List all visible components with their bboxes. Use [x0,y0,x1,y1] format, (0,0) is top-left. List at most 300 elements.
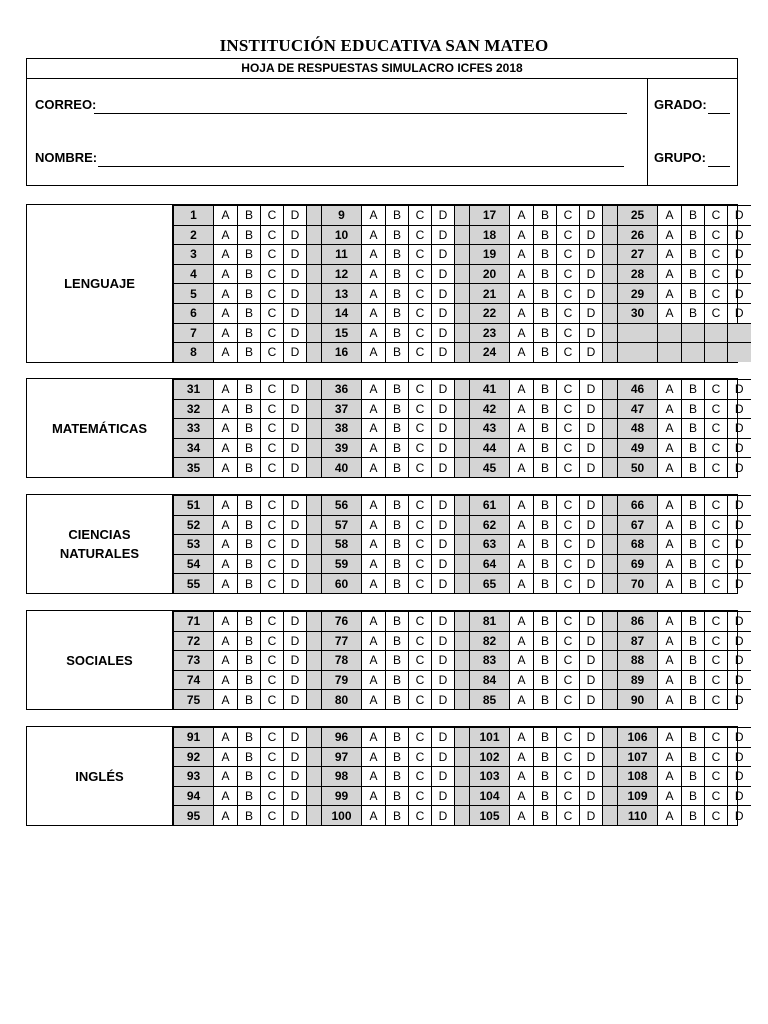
answer-option-d[interactable]: D [432,206,455,226]
answer-option-b[interactable]: B [682,419,705,439]
answer-option-b[interactable]: B [238,496,261,516]
answer-option-c[interactable]: C [261,554,284,574]
answer-option-b[interactable]: B [238,728,261,748]
answer-option-a[interactable]: A [362,284,386,304]
answer-option-c[interactable]: C [705,380,728,400]
answer-option-d[interactable]: D [728,206,751,226]
answer-option-a[interactable]: A [362,690,386,709]
answer-option-a[interactable]: A [362,323,386,343]
answer-option-c[interactable]: C [705,651,728,671]
answer-option-d[interactable]: D [728,245,751,265]
answer-option-a[interactable]: A [214,264,238,284]
answer-option-d[interactable]: D [284,343,307,362]
answer-option-c[interactable]: C [705,399,728,419]
answer-option-b[interactable]: B [238,574,261,593]
answer-option-d[interactable]: D [432,303,455,323]
answer-option-d[interactable]: D [728,264,751,284]
answer-option-d[interactable]: D [728,303,751,323]
answer-option-a[interactable]: A [658,535,682,555]
answer-option-d[interactable]: D [728,670,751,690]
answer-option-c[interactable]: C [705,438,728,458]
answer-option-c[interactable]: C [409,786,432,806]
answer-option-b[interactable]: B [386,303,409,323]
answer-option-d[interactable]: D [432,574,455,593]
answer-option-d[interactable]: D [432,535,455,555]
answer-option-a[interactable]: A [362,786,386,806]
answer-option-a[interactable]: A [362,206,386,226]
answer-option-b[interactable]: B [682,264,705,284]
answer-option-a[interactable]: A [658,284,682,304]
answer-option-b[interactable]: B [238,380,261,400]
answer-option-d[interactable]: D [728,767,751,787]
answer-option-a[interactable]: A [214,496,238,516]
answer-option-b[interactable]: B [682,767,705,787]
answer-option-c[interactable]: C [409,380,432,400]
answer-option-b[interactable]: B [238,438,261,458]
answer-option-b[interactable]: B [682,515,705,535]
answer-option-c[interactable]: C [705,631,728,651]
answer-option-b[interactable]: B [534,380,557,400]
answer-option-a[interactable]: A [658,458,682,477]
answer-option-c[interactable]: C [705,690,728,709]
answer-option-a[interactable]: A [214,323,238,343]
answer-option-b[interactable]: B [534,323,557,343]
answer-option-a[interactable]: A [510,206,534,226]
answer-option-b[interactable]: B [238,670,261,690]
answer-option-d[interactable]: D [580,323,603,343]
answer-option-c[interactable]: C [409,612,432,632]
answer-option-b[interactable]: B [238,303,261,323]
answer-option-c[interactable]: C [557,767,580,787]
answer-option-a[interactable]: A [510,458,534,477]
answer-option-c[interactable]: C [557,690,580,709]
answer-option-c[interactable]: C [705,670,728,690]
answer-option-b[interactable]: B [238,284,261,304]
answer-option-c[interactable]: C [261,419,284,439]
answer-option-a[interactable]: A [214,515,238,535]
answer-option-a[interactable]: A [510,651,534,671]
answer-option-b[interactable]: B [682,284,705,304]
answer-option-d[interactable]: D [728,574,751,593]
answer-option-c[interactable]: C [261,458,284,477]
answer-option-a[interactable]: A [214,728,238,748]
answer-option-d[interactable]: D [284,554,307,574]
answer-option-c[interactable]: C [557,284,580,304]
answer-option-d[interactable]: D [284,515,307,535]
answer-option-d[interactable]: D [728,380,751,400]
answer-option-b[interactable]: B [534,651,557,671]
answer-option-d[interactable]: D [580,458,603,477]
answer-option-d[interactable]: D [580,574,603,593]
answer-option-b[interactable]: B [534,438,557,458]
answer-option-c[interactable]: C [261,767,284,787]
answer-option-a[interactable]: A [362,554,386,574]
answer-option-a[interactable]: A [362,458,386,477]
answer-option-a[interactable]: A [510,535,534,555]
answer-option-d[interactable]: D [432,786,455,806]
answer-option-a[interactable]: A [214,284,238,304]
answer-option-a[interactable]: A [658,399,682,419]
answer-option-b[interactable]: B [534,264,557,284]
answer-option-b[interactable]: B [386,245,409,265]
answer-option-a[interactable]: A [510,747,534,767]
answer-option-b[interactable]: B [386,284,409,304]
answer-option-b[interactable]: B [534,245,557,265]
answer-option-c[interactable]: C [409,264,432,284]
answer-option-c[interactable]: C [261,264,284,284]
answer-option-d[interactable]: D [580,670,603,690]
answer-option-d[interactable]: D [580,419,603,439]
answer-option-c[interactable]: C [557,574,580,593]
answer-option-c[interactable]: C [261,651,284,671]
answer-option-d[interactable]: D [580,747,603,767]
answer-option-c[interactable]: C [557,535,580,555]
answer-option-d[interactable]: D [728,419,751,439]
answer-option-c[interactable]: C [705,264,728,284]
answer-option-a[interactable]: A [658,786,682,806]
answer-option-b[interactable]: B [534,554,557,574]
answer-option-b[interactable]: B [386,225,409,245]
answer-option-d[interactable]: D [284,786,307,806]
answer-option-b[interactable]: B [534,225,557,245]
answer-option-a[interactable]: A [362,631,386,651]
answer-option-d[interactable]: D [580,264,603,284]
answer-option-b[interactable]: B [386,651,409,671]
answer-option-d[interactable]: D [728,225,751,245]
answer-option-c[interactable]: C [705,225,728,245]
answer-option-d[interactable]: D [432,399,455,419]
answer-option-a[interactable]: A [362,438,386,458]
answer-option-d[interactable]: D [728,515,751,535]
answer-option-a[interactable]: A [510,380,534,400]
answer-option-d[interactable]: D [728,496,751,516]
answer-option-a[interactable]: A [214,631,238,651]
answer-option-c[interactable]: C [705,419,728,439]
answer-option-a[interactable]: A [658,670,682,690]
answer-option-c[interactable]: C [705,747,728,767]
answer-option-b[interactable]: B [386,438,409,458]
answer-option-a[interactable]: A [214,651,238,671]
answer-option-a[interactable]: A [214,690,238,709]
answer-option-b[interactable]: B [386,323,409,343]
answer-option-a[interactable]: A [658,554,682,574]
answer-option-a[interactable]: A [658,206,682,226]
answer-option-d[interactable]: D [580,343,603,362]
answer-option-b[interactable]: B [534,631,557,651]
answer-option-b[interactable]: B [682,670,705,690]
answer-option-c[interactable]: C [557,419,580,439]
answer-option-c[interactable]: C [705,535,728,555]
answer-option-a[interactable]: A [510,496,534,516]
answer-option-a[interactable]: A [362,515,386,535]
answer-option-c[interactable]: C [557,806,580,825]
answer-option-c[interactable]: C [409,728,432,748]
answer-option-c[interactable]: C [557,554,580,574]
answer-option-a[interactable]: A [362,670,386,690]
answer-option-d[interactable]: D [284,631,307,651]
answer-option-b[interactable]: B [238,458,261,477]
answer-option-d[interactable]: D [284,574,307,593]
answer-option-c[interactable]: C [557,631,580,651]
answer-option-c[interactable]: C [705,515,728,535]
answer-option-c[interactable]: C [261,728,284,748]
answer-option-c[interactable]: C [409,323,432,343]
answer-option-b[interactable]: B [386,631,409,651]
answer-option-b[interactable]: B [386,535,409,555]
answer-option-d[interactable]: D [580,206,603,226]
answer-option-c[interactable]: C [261,245,284,265]
answer-option-b[interactable]: B [238,515,261,535]
answer-option-c[interactable]: C [705,303,728,323]
answer-option-c[interactable]: C [409,419,432,439]
answer-option-d[interactable]: D [728,747,751,767]
answer-option-b[interactable]: B [386,380,409,400]
answer-option-c[interactable]: C [261,380,284,400]
answer-option-b[interactable]: B [534,767,557,787]
answer-option-c[interactable]: C [705,206,728,226]
answer-option-d[interactable]: D [580,786,603,806]
answer-option-b[interactable]: B [534,670,557,690]
answer-option-d[interactable]: D [728,399,751,419]
answer-option-c[interactable]: C [557,747,580,767]
answer-option-a[interactable]: A [362,574,386,593]
answer-option-b[interactable]: B [386,806,409,825]
answer-option-c[interactable]: C [261,631,284,651]
answer-option-c[interactable]: C [409,515,432,535]
answer-option-c[interactable]: C [557,380,580,400]
answer-option-b[interactable]: B [238,245,261,265]
answer-option-c[interactable]: C [409,284,432,304]
answer-option-d[interactable]: D [284,535,307,555]
answer-option-d[interactable]: D [432,380,455,400]
answer-option-c[interactable]: C [705,284,728,304]
answer-option-a[interactable]: A [510,225,534,245]
answer-option-c[interactable]: C [409,806,432,825]
answer-option-a[interactable]: A [214,380,238,400]
answer-option-c[interactable]: C [261,806,284,825]
answer-option-c[interactable]: C [705,806,728,825]
answer-option-c[interactable]: C [557,438,580,458]
answer-option-d[interactable]: D [580,535,603,555]
answer-option-a[interactable]: A [510,728,534,748]
answer-option-a[interactable]: A [658,438,682,458]
answer-option-c[interactable]: C [261,284,284,304]
answer-option-d[interactable]: D [728,651,751,671]
answer-option-c[interactable]: C [409,554,432,574]
answer-option-c[interactable]: C [409,690,432,709]
answer-option-b[interactable]: B [238,264,261,284]
answer-option-d[interactable]: D [284,323,307,343]
answer-option-d[interactable]: D [284,458,307,477]
answer-option-a[interactable]: A [214,303,238,323]
answer-option-d[interactable]: D [728,631,751,651]
answer-option-b[interactable]: B [682,496,705,516]
answer-option-a[interactable]: A [658,380,682,400]
answer-option-c[interactable]: C [557,264,580,284]
answer-option-a[interactable]: A [214,670,238,690]
nombre-field[interactable] [98,166,624,167]
answer-option-b[interactable]: B [238,343,261,362]
answer-option-a[interactable]: A [658,806,682,825]
answer-option-a[interactable]: A [362,225,386,245]
answer-option-d[interactable]: D [580,438,603,458]
answer-option-c[interactable]: C [261,612,284,632]
answer-option-c[interactable]: C [261,225,284,245]
answer-option-c[interactable]: C [557,728,580,748]
answer-option-b[interactable]: B [238,225,261,245]
answer-option-b[interactable]: B [386,343,409,362]
answer-option-c[interactable]: C [409,631,432,651]
answer-option-a[interactable]: A [362,245,386,265]
answer-option-a[interactable]: A [658,225,682,245]
answer-option-c[interactable]: C [409,670,432,690]
answer-option-d[interactable]: D [284,438,307,458]
answer-option-a[interactable]: A [510,554,534,574]
answer-option-a[interactable]: A [214,419,238,439]
answer-option-d[interactable]: D [284,399,307,419]
answer-option-a[interactable]: A [510,612,534,632]
answer-option-a[interactable]: A [510,806,534,825]
answer-option-c[interactable]: C [557,245,580,265]
answer-option-a[interactable]: A [362,728,386,748]
answer-option-c[interactable]: C [409,206,432,226]
answer-option-d[interactable]: D [580,554,603,574]
answer-option-a[interactable]: A [510,438,534,458]
answer-option-a[interactable]: A [658,303,682,323]
answer-option-b[interactable]: B [682,728,705,748]
answer-option-a[interactable]: A [362,380,386,400]
answer-option-d[interactable]: D [284,806,307,825]
answer-option-d[interactable]: D [580,515,603,535]
answer-option-d[interactable]: D [580,612,603,632]
answer-option-a[interactable]: A [510,631,534,651]
answer-option-c[interactable]: C [557,303,580,323]
answer-option-b[interactable]: B [534,612,557,632]
answer-option-d[interactable]: D [284,767,307,787]
answer-option-b[interactable]: B [682,554,705,574]
answer-option-d[interactable]: D [580,284,603,304]
answer-option-b[interactable]: B [238,651,261,671]
answer-option-b[interactable]: B [386,206,409,226]
answer-option-c[interactable]: C [409,496,432,516]
answer-option-c[interactable]: C [557,323,580,343]
answer-option-b[interactable]: B [238,786,261,806]
answer-option-d[interactable]: D [728,612,751,632]
answer-option-d[interactable]: D [432,767,455,787]
answer-option-c[interactable]: C [557,225,580,245]
answer-option-b[interactable]: B [682,651,705,671]
answer-option-b[interactable]: B [386,458,409,477]
answer-option-c[interactable]: C [261,535,284,555]
answer-option-d[interactable]: D [580,399,603,419]
answer-option-d[interactable]: D [432,343,455,362]
answer-option-a[interactable]: A [658,574,682,593]
answer-option-c[interactable]: C [705,496,728,516]
answer-option-b[interactable]: B [534,515,557,535]
answer-option-c[interactable]: C [557,651,580,671]
answer-option-d[interactable]: D [728,728,751,748]
answer-option-b[interactable]: B [682,399,705,419]
answer-option-b[interactable]: B [534,419,557,439]
answer-option-c[interactable]: C [261,206,284,226]
answer-option-c[interactable]: C [705,786,728,806]
answer-option-d[interactable]: D [432,264,455,284]
answer-option-b[interactable]: B [386,554,409,574]
answer-option-c[interactable]: C [409,343,432,362]
answer-option-d[interactable]: D [284,206,307,226]
answer-option-c[interactable]: C [409,458,432,477]
answer-option-a[interactable]: A [214,245,238,265]
answer-option-a[interactable]: A [658,612,682,632]
answer-option-c[interactable]: C [409,438,432,458]
answer-option-b[interactable]: B [238,690,261,709]
answer-option-d[interactable]: D [284,728,307,748]
answer-option-b[interactable]: B [682,786,705,806]
answer-option-a[interactable]: A [658,631,682,651]
answer-option-d[interactable]: D [728,535,751,555]
answer-option-d[interactable]: D [432,438,455,458]
answer-option-a[interactable]: A [658,690,682,709]
answer-option-b[interactable]: B [534,728,557,748]
answer-option-c[interactable]: C [557,515,580,535]
answer-option-b[interactable]: B [534,303,557,323]
answer-option-c[interactable]: C [409,767,432,787]
answer-option-b[interactable]: B [238,323,261,343]
answer-option-d[interactable]: D [432,496,455,516]
answer-option-b[interactable]: B [386,670,409,690]
answer-option-c[interactable]: C [261,399,284,419]
answer-option-d[interactable]: D [432,612,455,632]
answer-option-d[interactable]: D [580,767,603,787]
answer-option-b[interactable]: B [682,574,705,593]
answer-option-c[interactable]: C [557,458,580,477]
answer-option-b[interactable]: B [682,438,705,458]
answer-option-b[interactable]: B [682,206,705,226]
answer-option-a[interactable]: A [510,303,534,323]
answer-option-a[interactable]: A [214,225,238,245]
answer-option-d[interactable]: D [728,438,751,458]
answer-option-d[interactable]: D [728,690,751,709]
answer-option-a[interactable]: A [510,323,534,343]
answer-option-b[interactable]: B [682,612,705,632]
answer-option-b[interactable]: B [238,747,261,767]
answer-option-c[interactable]: C [557,206,580,226]
answer-option-c[interactable]: C [409,225,432,245]
answer-option-b[interactable]: B [386,767,409,787]
answer-option-c[interactable]: C [705,245,728,265]
answer-option-b[interactable]: B [534,399,557,419]
answer-option-d[interactable]: D [284,747,307,767]
answer-option-a[interactable]: A [214,806,238,825]
answer-option-d[interactable]: D [728,458,751,477]
answer-option-d[interactable]: D [580,651,603,671]
answer-option-d[interactable]: D [284,380,307,400]
answer-option-c[interactable]: C [261,438,284,458]
answer-option-b[interactable]: B [682,747,705,767]
answer-option-b[interactable]: B [682,458,705,477]
answer-option-a[interactable]: A [658,515,682,535]
answer-option-b[interactable]: B [238,554,261,574]
answer-option-c[interactable]: C [557,612,580,632]
answer-option-a[interactable]: A [510,264,534,284]
answer-option-a[interactable]: A [214,786,238,806]
answer-option-b[interactable]: B [534,284,557,304]
answer-option-c[interactable]: C [409,651,432,671]
answer-option-c[interactable]: C [261,747,284,767]
answer-option-c[interactable]: C [409,574,432,593]
answer-option-b[interactable]: B [238,631,261,651]
answer-option-a[interactable]: A [214,767,238,787]
